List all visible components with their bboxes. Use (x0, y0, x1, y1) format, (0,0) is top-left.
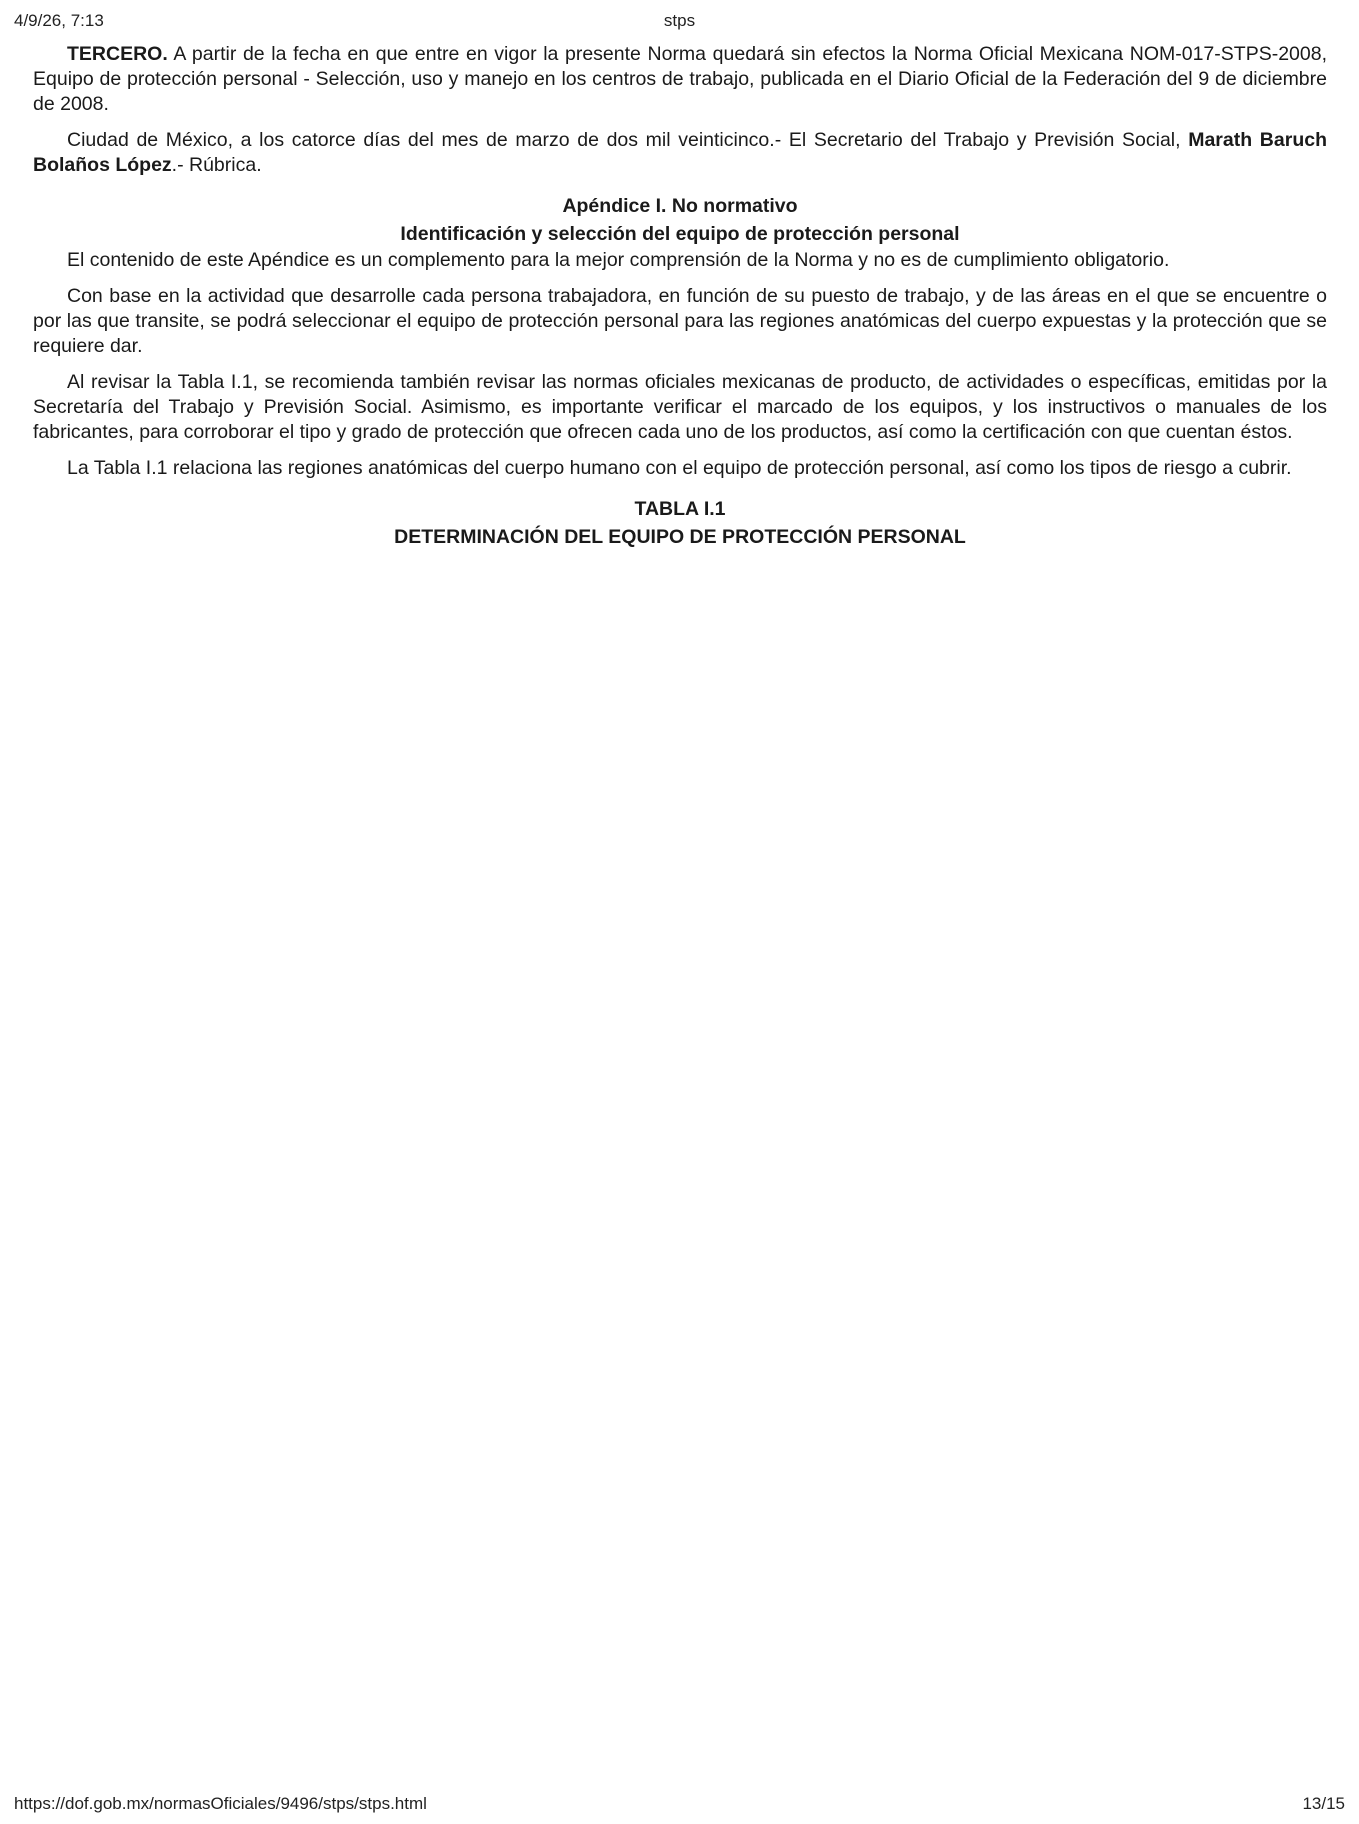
signature-tail: .- Rúbrica. (171, 154, 262, 176)
paragraph-tercero (33, 42, 1327, 117)
paragraph-appendix-intro: El contenido de este Apéndice es un complemento para la mejor comprensión de la Norma y no es de cumplimiento obligatorio. (67, 249, 1170, 271)
source-url: https://dof.gob.mx/normasOficiales/9496/stps/stps.html (14, 1794, 427, 1813)
paragraph-table-review: Al revisar la Tabla I.1, se recomienda también revisar las normas oficiales mexicanas de producto, de actividades o específicas, emitidas por la Secretaría del Trabajo y Previsión Social. Asimismo, es importante verificar el marcado de los equipos, y los instructivos o manuales de los fabricantes, para corroborar el tipo y grado de protección que ofrecen cada uno de los productos, así como la certificación con que cuentan éstos. (33, 371, 1327, 443)
document-content (33, 42, 1327, 551)
paragraph-activity: Con base en la actividad que desarrolle cada persona trabajadora, en función de su puesto de trabajo, y de las áreas en el que se encuentre o por las que transite, se podrá seleccionar el equipo de protección personal para las regiones anatómicas del cuerpo expuestas y la protección que se requiere dar. (33, 285, 1327, 357)
tercero-label: TERCERO. (67, 43, 168, 65)
table-subtitle: DETERMINACIÓN DEL EQUIPO DE PROTECCIÓN PERSONAL (394, 526, 966, 548)
appendix-subtitle: Identificación y selección del equipo de protección personal (400, 223, 960, 245)
print-page-title: stps (663, 11, 696, 30)
appendix-title: Apéndice I. No normativo (562, 195, 798, 217)
page-number: 13/15 (1302, 1794, 1345, 1813)
table-title: TABLA I.1 (634, 498, 726, 520)
tercero-text: A partir de la fecha en que entre en vigor la presente Norma quedará sin efectos la Norma Oficial Mexicana NOM-017-STPS-2008, Equipo de protección personal - Selección, uso y manejo en los centros de trabajo, publicada en el Diario Oficial de la Federación del 9 de diciembre de 2008. (33, 43, 1327, 115)
paragraph-table-relation: La Tabla I.1 relaciona las regiones anatómicas del cuerpo humano con el equipo de protección personal, así como los tipos de riesgo a cubrir. (67, 457, 1292, 479)
signatory-name: Marath Baruch Bolaños López (33, 129, 1327, 176)
signature-text: Ciudad de México, a los catorce días del mes de marzo de dos mil veinticinco.- El Secretario del Trabajo y Previsión Social, (67, 129, 1189, 151)
print-datetime: 4/9/26, 7:13 (14, 11, 104, 30)
paragraph-signature (33, 128, 1327, 178)
